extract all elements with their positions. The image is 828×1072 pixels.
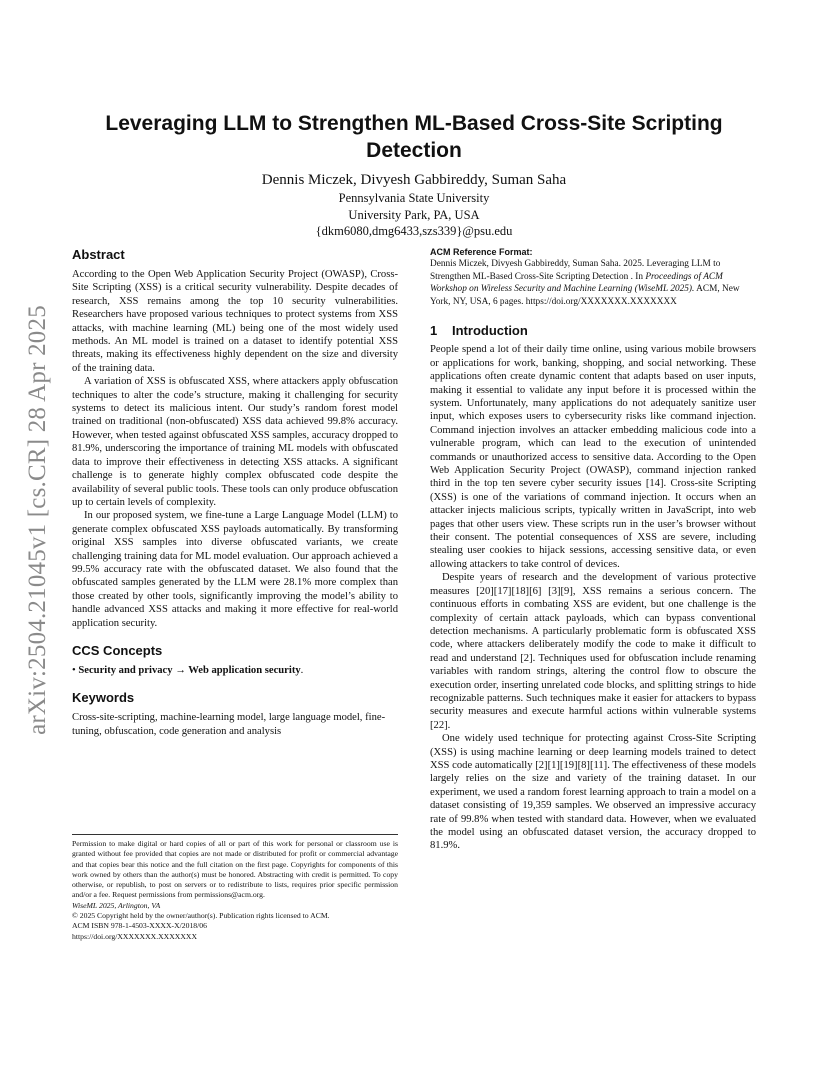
ccs-concept-text: Security and privacy → Web application security xyxy=(78,664,301,676)
author-emails: {dkm6080,dmg6433,szs339}@psu.edu xyxy=(315,224,513,238)
keywords-heading: Keywords xyxy=(72,690,135,706)
doi-link[interactable]: https://doi.org/XXXXXXX.XXXXXXX xyxy=(72,931,197,941)
introduction-paragraph: One widely used technique for protecting against Cross-Site Scripting (XSS) is using machine learning or deep learning models trained to detect XSS code automatically [2][1][19][8][11]. The effectiveness of these models largely relies on the size and variety of the training dataset. In our experiment, we used a random forest learning approach to train a model on a dataset consisting of 19,359 samples. We observed an impressive accuracy rate of 99.8% when tested with standard data. However, when we evaluated the model using an obfuscated dataset version, the accuracy dropped to 81.9%. xyxy=(430,733,756,852)
section-title: Introduction xyxy=(452,323,528,339)
introduction-paragraph: People spend a lot of their daily time online, using various mobile browsers or applications for work, banking, shopping, and social networking. These applications often create dynamic content that adapts based on user inputs, making it essential to validate any input before it is processed within the system. Unfortunately, many applications do not adequately sanitize user input, which exposes users to cybersecurity risks like command injection. Command injection involves an attacker embedding malicious code into a vulnerable program, which can lead to the execution of unintended commands or unauthorized access to sensitive data. According to the Open Web Application Security Project (OWASP), command injection ranked third in the top ten severe cyber security issues [14]. Cross-site Scripting (XSS) is one of the variations of command injection. It occurs when an attacker injects malicious scripts, typically written in JavaScript, into web pages that other users view. These scripts run in the user’s browser without their consent. The potential consequences of XSS are severe, including stealing user cookies to hijack sessions, accessing sensitive data, or even allowing attackers to take control of devices. xyxy=(430,344,756,570)
conference-venue: WiseML 2025, Arlington, VA xyxy=(72,900,161,910)
arxiv-identifier-text: arXiv:2504.21045v1 [cs.CR] 28 Apr 2025 xyxy=(24,305,51,735)
introduction-heading xyxy=(430,322,756,340)
section-number: 1 xyxy=(430,323,438,339)
acm-reference-start: Dennis Miczek, Divyesh Gabbireddy, Suman Saha. 2025. Leveraging LLM to Strengthen ML-Based Cross-Site Scripting Detection . In xyxy=(430,259,721,282)
permission-statement: Permission to make digital or hard copies of all or part of this work for personal or classroom use is granted without fee provided that copies are not made or distributed for profit or commercial advantage and that copies bear this notice and the full citation on the first page. Copyrights for components of this work owned by others than the author(s) must be honored. Abstracting with credit is permitted. To copy otherwise, or republish, to post on servers or to redistribute to lists, requires prior specific permission and/or a fee. Request permissions from permissions@acm.org. xyxy=(72,839,398,900)
abstract-paragraph: According to the Open Web Application Security Project (OWASP), Cross-Site Scripting (XSS) is a critical security vulnerability. Despite decades of research, XSS remains among the top 10 security vulnerabilities. Researchers have proposed various techniques to protect systems from XSS attacks, with machine learning (ML) being one of the most widely used methods. An ML model is trained on a dataset to identify potential XSS threats, making its effectiveness highly dependent on the size and diversity of the training data. xyxy=(72,269,398,374)
permission-footnote xyxy=(72,834,398,942)
acm-reference-proceedings: Proceedings of ACM Workshop on Wireless Security and Machine Learning (WiseML 2025). xyxy=(430,271,723,295)
right-column xyxy=(430,246,756,853)
acm-reference-text xyxy=(430,258,756,308)
affiliation-location: University Park, PA, USA xyxy=(348,207,480,222)
keywords-text: Cross-site-scripting, machine-learning model, large language model, fine-tuning, obfuscation, code generation and analysis xyxy=(72,712,386,737)
ccs-concept-tail: . xyxy=(300,664,304,676)
copyright-line: © 2025 Copyright held by the owner/author(s). Publication rights licensed to ACM. xyxy=(72,911,330,921)
affiliation-institution: Pennsylvania State University xyxy=(338,191,490,205)
introduction-paragraph: Despite years of research and the development of various protective measures [20][17][18][6] [3][9], XSS remains a serious concern. The continuous efforts in combating XSS are evident, but one challenge is the complexity of certain attack payloads, which can bypass conventional detection mechanisms. A particularly problematic form is obfuscated XSS code, where attackers deliberately modify the code to make it difficult to read and understand [2]. Techniques used for obfuscation include renaming variables with random strings, altering the control flow to obscure the execution order, inserting unrelated code blocks, and splitting strings to hide recognizable patterns. Such techniques make it easier for attackers to bypass security measures and execute harmful actions within vulnerable systems [22]. xyxy=(430,572,756,731)
arxiv-identifier-stamp xyxy=(12,282,64,758)
author-block xyxy=(80,170,748,240)
ccs-concept-item xyxy=(72,664,398,677)
ccs-bullet: • xyxy=(72,664,76,676)
ccs-concepts-heading: CCS Concepts xyxy=(72,642,163,658)
isbn-line: ACM ISBN 978-1-4503-XXXX-X/2018/06 xyxy=(72,921,207,931)
author-names: Dennis Miczek, Divyesh Gabbireddy, Suman Saha xyxy=(261,172,567,188)
abstract-paragraph: A variation of XSS is obfuscated XSS, where attackers apply obfuscation techniques to alter the code’s structure, making it challenging for security systems to detect its malicious intent. Our study’s random forest model trained on traditional (non-obfuscated) XSS data achieved 99.8% accuracy. However, when tested against obfuscated XSS samples, accuracy dropped to 81.9%, underscoring the importance of training ML models with obfuscated data to improve their effectiveness in detecting XSS attacks. A significant challenge is to generate highly complex obfuscated code despite the availability of several public tools. These tools can only produce obfuscation up to certain levels of complexity. xyxy=(72,376,398,508)
acm-reference-end: ACM, New York, NY, USA, 6 pages. https://doi.org/XXXXXXX.XXXXXXX xyxy=(430,284,740,307)
acm-reference-heading: ACM Reference Format: xyxy=(430,247,533,257)
abstract-heading: Abstract xyxy=(72,247,125,262)
abstract-paragraph: In our proposed system, we fine-tune a Large Language Model (LLM) to generate complex obfuscated XSS payloads automatically. By transforming original XSS samples into diverse obfuscated variants, we create challenging training data for ML model evaluation. Our approach achieved a 99.5% accuracy rate with the obfuscated dataset. We also found that the obfuscated samples generated by the LLM were 28.1% more complex than those created by other tools, significantly improving the model’s ability to handle advanced XSS attacks and making it more effective for real-world application security. xyxy=(72,510,398,629)
left-column xyxy=(72,246,398,738)
paper-title: Leveraging LLM to Strengthen ML-Based Cross-Site Scripting Detection xyxy=(105,112,723,162)
